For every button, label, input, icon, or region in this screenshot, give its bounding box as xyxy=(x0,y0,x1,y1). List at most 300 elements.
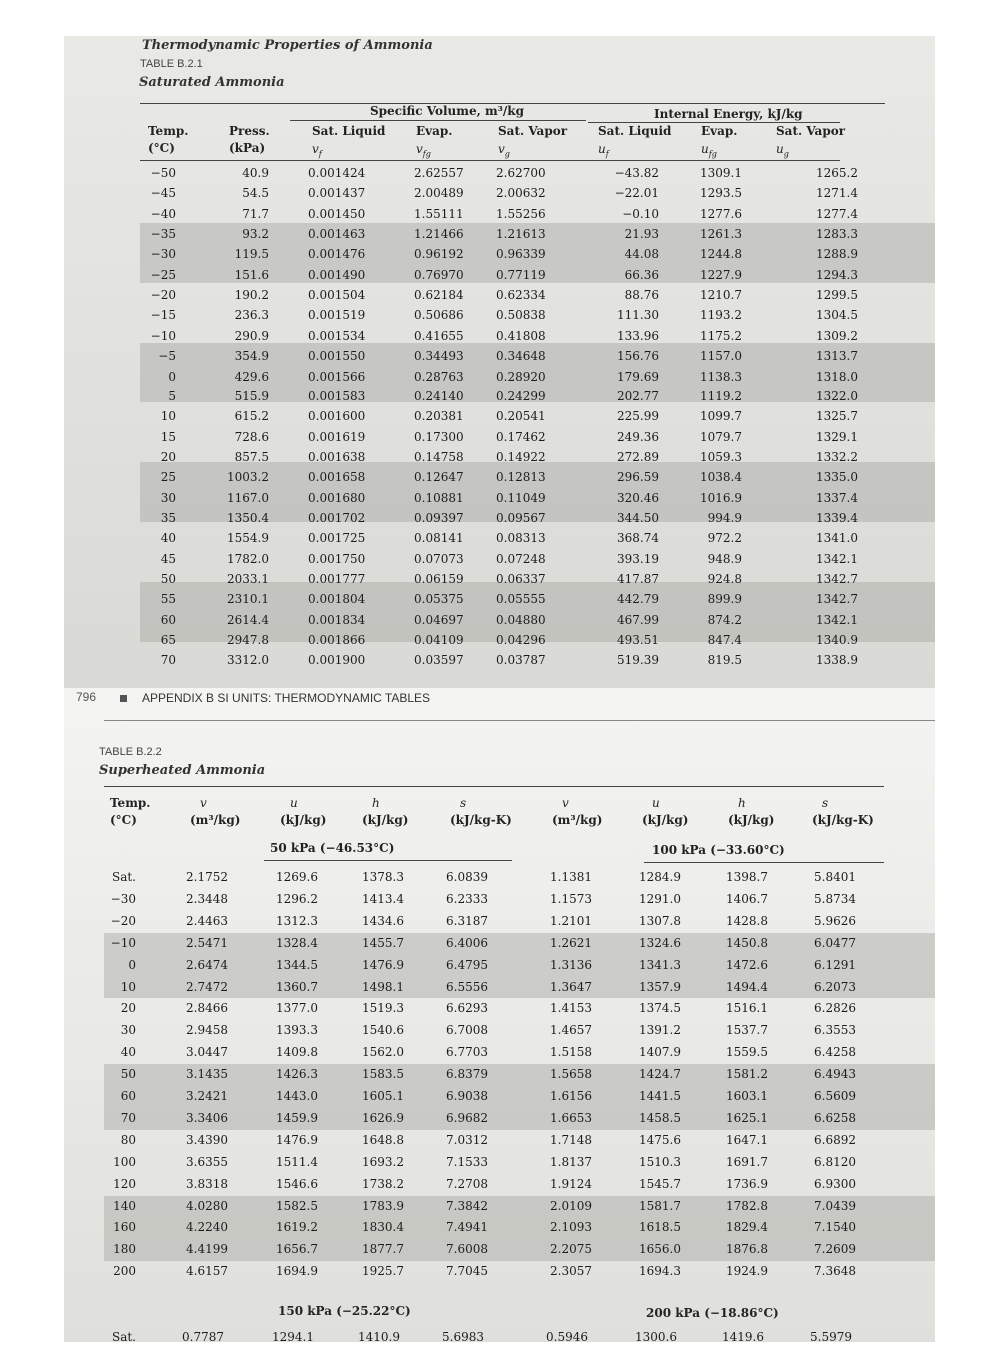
superheat-cell-r0-c3: 1378.3 xyxy=(362,870,404,884)
superheat-cell-r7-c1: 2.9458 xyxy=(186,1023,228,1038)
sat-cell-r1-c3: 2.00489 xyxy=(414,185,464,200)
superheat-cell-r1-c1: 2.3448 xyxy=(186,891,228,906)
sat-cell-r0-c6: 1309.1 xyxy=(700,166,742,180)
sat-cell-r13-c3: 0.17300 xyxy=(414,430,464,445)
column-symbol-6: $u_{fg}$ xyxy=(701,142,717,159)
sat-cell-r14-c3: 0.14758 xyxy=(414,450,464,465)
superheat-cell-r7-c4: 6.7008 xyxy=(446,1023,488,1038)
pressure-header-150kpa: 150 kPa (−25.22°C) xyxy=(278,1304,411,1318)
sat-cell-r2-c6: 1277.6 xyxy=(700,206,742,221)
sat-cell-r3-c2: 0.001463 xyxy=(308,226,366,241)
saturated-table-page xyxy=(64,36,935,688)
sat-cell-r2-c1: 71.7 xyxy=(242,206,269,221)
table-label: TABLE B.2.1 xyxy=(140,58,203,70)
sat-cell-r1-c5: −22.01 xyxy=(614,185,659,200)
sat-cell-r0-c7: 1265.2 xyxy=(816,166,858,180)
sat-cell-r10-c1: 429.6 xyxy=(234,369,269,384)
sat-cell-r13-c0: 15 xyxy=(160,430,176,445)
sat-cell-r3-c3: 1.21466 xyxy=(414,226,464,241)
superheat-cell-r14-c3: 1738.2 xyxy=(362,1176,404,1191)
sat-cell-r23-c6: 847.4 xyxy=(707,632,742,647)
sat-cell-r8-c4: 0.41808 xyxy=(496,328,546,343)
sat-cell-r10-c0: 0 xyxy=(168,369,176,384)
superheat-last-c6: 1300.6 xyxy=(635,1330,677,1342)
superheat-cell-r11-c2: 1459.9 xyxy=(276,1110,318,1125)
column-symbol-4: $v_g$ xyxy=(498,142,510,159)
superheat-cell-r8-c4: 6.7703 xyxy=(446,1045,488,1060)
group-rule-left xyxy=(290,120,586,121)
sat-cell-r9-c6: 1157.0 xyxy=(700,348,742,363)
superheat-cell-r15-c6: 1581.7 xyxy=(639,1198,681,1213)
sat-cell-r16-c3: 0.10881 xyxy=(414,491,464,506)
superheat-cell-r1-c0: −30 xyxy=(110,891,136,906)
sat-cell-r22-c1: 2614.4 xyxy=(227,612,269,627)
sat-cell-r20-c2: 0.001777 xyxy=(308,572,366,586)
sat-cell-r7-c4: 0.50838 xyxy=(496,307,546,322)
superheat-cell-r15-c4: 7.3842 xyxy=(446,1198,488,1213)
sat-cell-r24-c0: 70 xyxy=(160,652,176,667)
superheat-cell-r13-c1: 3.6355 xyxy=(186,1154,228,1169)
sat-cell-r15-c2: 0.001658 xyxy=(308,470,366,485)
superheat-cell-r14-c5: 1.9124 xyxy=(550,1176,592,1191)
superheat-cell-r16-c0: 160 xyxy=(113,1220,136,1235)
pressure-rule-right xyxy=(644,862,884,863)
sat-cell-r5-c1: 151.6 xyxy=(234,267,269,282)
sat-cell-r4-c0: −30 xyxy=(150,246,176,261)
sat-cell-r18-c6: 972.2 xyxy=(707,531,742,546)
sat-cell-r20-c1: 2033.1 xyxy=(227,572,269,586)
superheat-cell-r0-c7: 1398.7 xyxy=(726,870,768,884)
superheat-cell-r8-c0: 40 xyxy=(120,1045,136,1060)
sat-cell-r9-c0: −5 xyxy=(158,348,176,363)
sat-cell-r8-c7: 1309.2 xyxy=(816,328,858,343)
sat-cell-r17-c6: 994.9 xyxy=(707,511,742,526)
group-header-internal-energy: Internal Energy, kJ/kg xyxy=(654,107,803,121)
superheat-cell-r14-c4: 7.2708 xyxy=(446,1176,488,1191)
superheat-cell-r16-c3: 1830.4 xyxy=(362,1220,404,1235)
sat-cell-r3-c6: 1261.3 xyxy=(700,226,742,241)
superheat-cell-r5-c2: 1360.7 xyxy=(276,979,318,994)
sat-cell-r10-c4: 0.28920 xyxy=(496,369,546,384)
sat-cell-r1-c1: 54.5 xyxy=(242,185,269,200)
page-number: 796 xyxy=(76,690,97,704)
sat-cell-r0-c2: 0.001424 xyxy=(308,166,366,180)
sat-cell-r6-c6: 1210.7 xyxy=(700,287,742,302)
sat-cell-r7-c2: 0.001519 xyxy=(308,307,366,322)
sat-cell-r23-c0: 65 xyxy=(160,632,176,647)
row-band xyxy=(104,933,935,999)
superheat-cell-r5-c3: 1498.1 xyxy=(362,979,404,994)
sat-cell-r8-c6: 1175.2 xyxy=(700,328,742,343)
superheat-cell-r5-c7: 1494.4 xyxy=(726,979,768,994)
superheat-cell-r4-c1: 2.6474 xyxy=(186,957,228,972)
superheat-last-c2: 1294.1 xyxy=(272,1330,314,1342)
sat-cell-r12-c2: 0.001600 xyxy=(308,409,366,424)
appendix-title: APPENDIX B SI UNITS: THERMODYNAMIC TABLES xyxy=(142,691,431,705)
sat-cell-r9-c1: 354.9 xyxy=(234,348,269,363)
sat-cell-r21-c3: 0.05375 xyxy=(414,591,464,606)
superheat-cell-r4-c5: 1.3136 xyxy=(550,957,592,972)
superheat-cell-r8-c6: 1407.9 xyxy=(639,1045,681,1060)
sat-cell-r15-c3: 0.12647 xyxy=(414,470,464,485)
superheat-cell-r2-c2: 1312.3 xyxy=(276,913,318,928)
superheat-cell-r15-c8: 7.0439 xyxy=(814,1198,856,1213)
superheat-cell-r1-c6: 1291.0 xyxy=(639,891,681,906)
sat-cell-r4-c3: 0.96192 xyxy=(414,246,464,261)
table-name: Saturated Ammonia xyxy=(139,75,285,90)
sat-cell-r16-c6: 1016.9 xyxy=(700,491,742,506)
superheat-col-symbol-2: u xyxy=(290,796,298,810)
pressure-header-100kpa: 100 kPa (−33.60°C) xyxy=(652,843,785,857)
superheat-cell-r3-c6: 1324.6 xyxy=(639,935,681,950)
superheat-cell-r5-c1: 2.7472 xyxy=(186,979,228,994)
sat-cell-r19-c1: 1782.0 xyxy=(227,552,269,567)
superheat-cell-r3-c7: 1450.8 xyxy=(726,935,768,950)
sat-cell-r21-c1: 2310.1 xyxy=(227,591,269,606)
sat-cell-r14-c4: 0.14922 xyxy=(496,450,546,465)
sat-cell-r17-c5: 344.50 xyxy=(617,511,659,526)
superheat-cell-r6-c7: 1516.1 xyxy=(726,1001,768,1016)
sat-cell-r21-c2: 0.001804 xyxy=(308,591,366,606)
sat-cell-r20-c4: 0.06337 xyxy=(496,572,546,586)
superheat-cell-r5-c8: 6.2073 xyxy=(814,979,856,994)
superheat-cell-r9-c2: 1426.3 xyxy=(276,1067,318,1082)
pressure-header-200kpa: 200 kPa (−18.86°C) xyxy=(646,1306,779,1320)
sat-cell-r16-c7: 1337.4 xyxy=(816,491,858,506)
superheat-col-unit-6: (kJ/kg) xyxy=(642,813,689,827)
superheat-cell-r17-c5: 2.2075 xyxy=(550,1242,592,1257)
superheat-cell-r12-c8: 6.6892 xyxy=(814,1132,856,1147)
sat-cell-r20-c0: 50 xyxy=(160,572,176,586)
sat-cell-r17-c1: 1350.4 xyxy=(227,511,269,526)
superheat-col-unit-4: (kJ/kg-K) xyxy=(450,813,512,827)
superheat-cell-r7-c2: 1393.3 xyxy=(276,1023,318,1038)
sat-cell-r11-c1: 515.9 xyxy=(234,389,269,404)
sat-cell-r0-c1: 40.9 xyxy=(242,166,269,180)
superheat-cell-r2-c7: 1428.8 xyxy=(726,913,768,928)
sat-cell-r18-c3: 0.08141 xyxy=(414,531,464,546)
superheat-cell-r3-c4: 6.4006 xyxy=(446,935,488,950)
photo-of-tables xyxy=(64,36,935,1342)
superheat-last-c5: 0.5946 xyxy=(546,1330,588,1342)
superheat-cell-r17-c7: 1876.8 xyxy=(726,1242,768,1257)
superheat-cell-r12-c5: 1.7148 xyxy=(550,1132,592,1147)
sat-cell-r20-c7: 1342.7 xyxy=(816,572,858,586)
superheat-cell-r10-c4: 6.9038 xyxy=(446,1089,488,1103)
superheat-col-unit-3: (kJ/kg) xyxy=(362,813,409,827)
sat-cell-r11-c3: 0.24140 xyxy=(414,389,464,404)
superheat-cell-r17-c1: 4.4199 xyxy=(186,1242,228,1257)
sat-cell-r24-c4: 0.03787 xyxy=(496,652,546,667)
sat-cell-r18-c7: 1341.0 xyxy=(816,531,858,546)
sat-cell-r1-c7: 1271.4 xyxy=(816,185,858,200)
superheat-cell-r16-c2: 1619.2 xyxy=(276,1220,318,1235)
superheat-cell-r4-c6: 1341.3 xyxy=(639,957,681,972)
superheat-cell-r10-c7: 1603.1 xyxy=(726,1089,768,1103)
superheat-cell-r1-c5: 1.1573 xyxy=(550,891,592,906)
sat-cell-r14-c2: 0.001638 xyxy=(308,450,366,465)
superheat-cell-r3-c0: −10 xyxy=(110,935,136,950)
sat-cell-r3-c1: 93.2 xyxy=(242,226,269,241)
superheat-cell-r3-c1: 2.5471 xyxy=(186,935,228,950)
sat-cell-r6-c4: 0.62334 xyxy=(496,287,546,302)
superheat-cell-r2-c1: 2.4463 xyxy=(186,913,228,928)
sat-cell-r6-c5: 88.76 xyxy=(624,287,659,302)
superheat-cell-r9-c5: 1.5658 xyxy=(550,1067,592,1082)
sat-cell-r7-c7: 1304.5 xyxy=(816,307,858,322)
superheat-last-c0: Sat. xyxy=(111,1330,136,1342)
superheat-cell-r13-c5: 1.8137 xyxy=(550,1154,592,1169)
sat-cell-r12-c1: 615.2 xyxy=(234,409,269,424)
sat-cell-r8-c3: 0.41655 xyxy=(414,328,464,343)
superheat-cell-r0-c4: 6.0839 xyxy=(446,870,488,884)
superheat-col-symbol-3: h xyxy=(372,796,380,810)
superheat-cell-r18-c2: 1694.9 xyxy=(276,1264,318,1279)
superheat-cell-r8-c8: 6.4258 xyxy=(814,1045,856,1060)
sat-cell-r16-c2: 0.001680 xyxy=(308,491,366,506)
sat-cell-r11-c0: 5 xyxy=(168,389,176,404)
sat-cell-r23-c1: 2947.8 xyxy=(227,632,269,647)
superheat-cell-r18-c3: 1925.7 xyxy=(362,1264,404,1279)
superheat-cell-r5-c5: 1.3647 xyxy=(550,979,592,994)
superheat-cell-r12-c4: 7.0312 xyxy=(446,1132,488,1147)
superheat-cell-r17-c0: 180 xyxy=(113,1242,136,1257)
sat-cell-r0-c0: −50 xyxy=(150,166,176,180)
sat-cell-r11-c4: 0.24299 xyxy=(496,389,546,404)
sat-cell-r6-c0: −20 xyxy=(150,287,176,302)
superheat-cell-r7-c8: 6.3553 xyxy=(814,1023,856,1038)
superheat-cell-r13-c6: 1510.3 xyxy=(639,1154,681,1169)
sat-cell-r11-c7: 1322.0 xyxy=(816,389,858,404)
superheat-col-symbol-5: v xyxy=(562,796,569,810)
superheat-cell-r1-c7: 1406.7 xyxy=(726,891,768,906)
superheat-cell-r8-c1: 3.0447 xyxy=(186,1045,228,1060)
superheat-cell-r9-c0: 50 xyxy=(120,1067,136,1082)
superheat-cell-r12-c0: 80 xyxy=(120,1132,136,1147)
sat-cell-r2-c7: 1277.4 xyxy=(816,206,858,221)
superheat-cell-r6-c6: 1374.5 xyxy=(639,1001,681,1016)
sat-cell-r12-c0: 10 xyxy=(160,409,176,424)
superheat-cell-r18-c1: 4.6157 xyxy=(186,1264,228,1279)
superheat-cell-r7-c0: 30 xyxy=(120,1023,136,1038)
sat-cell-r8-c1: 290.9 xyxy=(234,328,269,343)
sat-cell-r17-c7: 1339.4 xyxy=(816,511,858,526)
column-header-6: Evap. xyxy=(701,124,738,138)
sat-cell-r3-c5: 21.93 xyxy=(624,226,659,241)
superheat-cell-r16-c4: 7.4941 xyxy=(446,1220,488,1235)
superheat-col-symbol-1: v xyxy=(200,796,207,810)
superheat-cell-r10-c2: 1443.0 xyxy=(276,1089,318,1103)
column-unit-0: (°C) xyxy=(148,141,175,155)
sat-cell-r14-c0: 20 xyxy=(160,450,176,465)
sat-cell-r24-c7: 1338.9 xyxy=(816,652,858,667)
sat-cell-r14-c1: 857.5 xyxy=(234,450,269,465)
sat-cell-r18-c5: 368.74 xyxy=(617,531,659,546)
sat-cell-r12-c4: 0.20541 xyxy=(496,409,546,424)
superheat-cell-r12-c3: 1648.8 xyxy=(362,1132,404,1147)
superheat-cell-r8-c2: 1409.8 xyxy=(276,1045,318,1060)
sat-cell-r14-c7: 1332.2 xyxy=(816,450,858,465)
sat-cell-r4-c4: 0.96339 xyxy=(496,246,546,261)
sat-cell-r4-c2: 0.001476 xyxy=(308,246,366,261)
sat-cell-r13-c2: 0.001619 xyxy=(308,430,366,445)
sat-cell-r4-c1: 119.5 xyxy=(234,246,269,261)
superheat-last-c7: 1419.6 xyxy=(722,1330,764,1342)
superheat-cell-r7-c7: 1537.7 xyxy=(726,1023,768,1038)
sat-cell-r13-c1: 728.6 xyxy=(234,430,269,445)
superheat-cell-r7-c6: 1391.2 xyxy=(639,1023,681,1038)
sat-cell-r16-c0: 30 xyxy=(160,491,176,506)
sat-cell-r10-c6: 1138.3 xyxy=(700,369,742,384)
column-symbol-5: $u_f$ xyxy=(598,142,609,159)
sat-cell-r10-c3: 0.28763 xyxy=(414,369,464,384)
sat-cell-r2-c3: 1.55111 xyxy=(414,206,464,221)
superheat-cell-r0-c8: 5.8401 xyxy=(814,870,856,884)
sat-cell-r0-c5: −43.82 xyxy=(614,166,659,180)
superheat-col-unit-0: (°C) xyxy=(110,813,137,827)
sat-cell-r23-c5: 493.51 xyxy=(617,632,659,647)
superheat-cell-r7-c5: 1.4657 xyxy=(550,1023,592,1038)
sat-cell-r17-c4: 0.09567 xyxy=(496,511,546,526)
superheat-cell-r3-c2: 1328.4 xyxy=(276,935,318,950)
superheat-col-symbol-7: h xyxy=(738,796,746,810)
superheat-cell-r4-c2: 1344.5 xyxy=(276,957,318,972)
sat-cell-r12-c7: 1325.7 xyxy=(816,409,858,424)
superheat-cell-r7-c3: 1540.6 xyxy=(362,1023,404,1038)
sat-cell-r22-c2: 0.001834 xyxy=(308,612,366,627)
superheat-cell-r11-c8: 6.6258 xyxy=(814,1110,856,1125)
superheat-cell-r18-c0: 200 xyxy=(113,1264,136,1279)
column-header-1: Press. xyxy=(229,124,270,138)
superheat-cell-r6-c2: 1377.0 xyxy=(276,1001,318,1016)
sat-cell-r18-c4: 0.08313 xyxy=(496,531,546,546)
superheat-cell-r13-c8: 6.8120 xyxy=(814,1154,856,1169)
superheat-cell-r14-c2: 1546.6 xyxy=(276,1176,318,1191)
sat-cell-r7-c1: 236.3 xyxy=(234,307,269,322)
superheat-cell-r13-c2: 1511.4 xyxy=(276,1154,318,1169)
superheat-cell-r9-c8: 6.4943 xyxy=(814,1067,856,1082)
sat-cell-r17-c2: 0.001702 xyxy=(308,511,366,526)
superheat-cell-r6-c3: 1519.3 xyxy=(362,1001,404,1016)
sat-cell-r23-c3: 0.04109 xyxy=(414,632,464,647)
superheat-last-c4: 5.6983 xyxy=(442,1330,484,1342)
superheat-cell-r18-c4: 7.7045 xyxy=(446,1264,488,1279)
superheat-cell-r0-c2: 1269.6 xyxy=(276,870,318,884)
sat-cell-r0-c3: 2.62557 xyxy=(414,166,464,180)
sat-cell-r12-c3: 0.20381 xyxy=(414,409,464,424)
sat-cell-r19-c0: 45 xyxy=(160,552,176,567)
sat-cell-r10-c7: 1318.0 xyxy=(816,369,858,384)
superheat-cell-r4-c0: 0 xyxy=(128,957,136,972)
sat-cell-r10-c2: 0.001566 xyxy=(308,369,366,384)
sat-cell-r23-c4: 0.04296 xyxy=(496,632,546,647)
superheat-cell-r11-c7: 1625.1 xyxy=(726,1110,768,1125)
column-symbol-3: $v_{fg}$ xyxy=(416,142,431,159)
superheat-cell-r12-c2: 1476.9 xyxy=(276,1132,318,1147)
column-header-2: Sat. Liquid xyxy=(312,124,386,138)
sat-cell-r2-c5: −0.10 xyxy=(622,206,659,221)
superheat-cell-r14-c1: 3.8318 xyxy=(186,1176,228,1191)
row-band xyxy=(104,1064,935,1130)
sat-cell-r20-c6: 924.8 xyxy=(707,572,742,586)
superheat-cell-r13-c4: 7.1533 xyxy=(446,1154,488,1169)
sat-cell-r3-c7: 1283.3 xyxy=(816,226,858,241)
superheat-cell-r1-c3: 1413.4 xyxy=(362,891,404,906)
superheat-cell-r16-c1: 4.2240 xyxy=(186,1220,228,1235)
sat-cell-r24-c3: 0.03597 xyxy=(414,652,464,667)
superheat-cell-r14-c8: 6.9300 xyxy=(814,1176,856,1191)
superheat-cell-r0-c0: Sat. xyxy=(111,870,136,884)
superheat-cell-r17-c8: 7.2609 xyxy=(814,1242,856,1257)
superheat-cell-r17-c3: 1877.7 xyxy=(362,1242,404,1257)
sat-cell-r21-c4: 0.05555 xyxy=(496,591,546,606)
superheat-cell-r1-c8: 5.8734 xyxy=(814,891,856,906)
sat-cell-r9-c5: 156.76 xyxy=(617,348,659,363)
sat-cell-r22-c5: 467.99 xyxy=(617,612,659,627)
superheat-cell-r17-c4: 7.6008 xyxy=(446,1242,488,1257)
superheat-cell-r10-c6: 1441.5 xyxy=(639,1089,681,1103)
superheat-cell-r18-c8: 7.3648 xyxy=(814,1264,856,1279)
superheat-cell-r8-c3: 1562.0 xyxy=(362,1045,404,1060)
sat-cell-r19-c4: 0.07248 xyxy=(496,552,546,567)
superheat-cell-r4-c4: 6.4795 xyxy=(446,957,488,972)
row-band xyxy=(104,1196,935,1262)
superheat-cell-r8-c5: 1.5158 xyxy=(550,1045,592,1060)
sat-cell-r18-c1: 1554.9 xyxy=(227,531,269,546)
sat-cell-r7-c6: 1193.2 xyxy=(700,307,742,322)
sat-cell-r7-c0: −15 xyxy=(150,307,176,322)
superheat-cell-r12-c7: 1647.1 xyxy=(726,1132,768,1147)
superheat-cell-r15-c3: 1783.9 xyxy=(362,1198,404,1213)
sat-cell-r4-c6: 1244.8 xyxy=(700,246,742,261)
superheat-cell-r2-c3: 1434.6 xyxy=(362,913,404,928)
sat-cell-r8-c5: 133.96 xyxy=(617,328,659,343)
sat-cell-r15-c5: 296.59 xyxy=(617,470,659,485)
sat-cell-r17-c3: 0.09397 xyxy=(414,511,464,526)
sat-cell-r3-c0: −35 xyxy=(150,226,176,241)
superheat-last-c1: 0.7787 xyxy=(182,1330,224,1342)
superheat-cell-r17-c6: 1656.0 xyxy=(639,1242,681,1257)
sat-cell-r16-c5: 320.46 xyxy=(617,491,659,506)
sat-cell-r6-c3: 0.62184 xyxy=(414,287,464,302)
superheat-cell-r10-c1: 3.2421 xyxy=(186,1089,228,1103)
sat-cell-r4-c5: 44.08 xyxy=(624,246,659,261)
superheat-cell-r2-c5: 1.2101 xyxy=(550,913,592,928)
superheat-cell-r11-c5: 1.6653 xyxy=(550,1110,592,1125)
sat-cell-r13-c4: 0.17462 xyxy=(496,430,546,445)
superheat-cell-r16-c6: 1618.5 xyxy=(639,1220,681,1235)
superheat-cell-r14-c6: 1545.7 xyxy=(639,1176,681,1191)
superheat-col-symbol-6: u xyxy=(652,796,660,810)
column-unit-1: (kPa) xyxy=(229,141,266,155)
sat-cell-r5-c4: 0.77119 xyxy=(496,267,546,282)
sat-cell-r19-c3: 0.07073 xyxy=(414,552,464,567)
superheat-cell-r4-c3: 1476.9 xyxy=(362,957,404,972)
sat-cell-r6-c1: 190.2 xyxy=(234,287,269,302)
column-header-3: Evap. xyxy=(416,124,453,138)
table-name-2: Superheated Ammonia xyxy=(99,763,266,778)
sat-cell-r14-c5: 272.89 xyxy=(617,450,659,465)
superheat-cell-r13-c7: 1691.7 xyxy=(726,1154,768,1169)
superheat-col-unit-1: (m³/kg) xyxy=(190,813,241,827)
sat-cell-r13-c5: 249.36 xyxy=(617,430,659,445)
sat-cell-r24-c2: 0.001900 xyxy=(308,652,366,667)
sat-cell-r20-c3: 0.06159 xyxy=(414,572,464,586)
superheat-cell-r15-c1: 4.0280 xyxy=(186,1198,228,1213)
superheat-cell-r5-c6: 1357.9 xyxy=(639,979,681,994)
superheat-cell-r12-c1: 3.4390 xyxy=(186,1132,228,1147)
sat-cell-r19-c5: 393.19 xyxy=(617,552,659,567)
